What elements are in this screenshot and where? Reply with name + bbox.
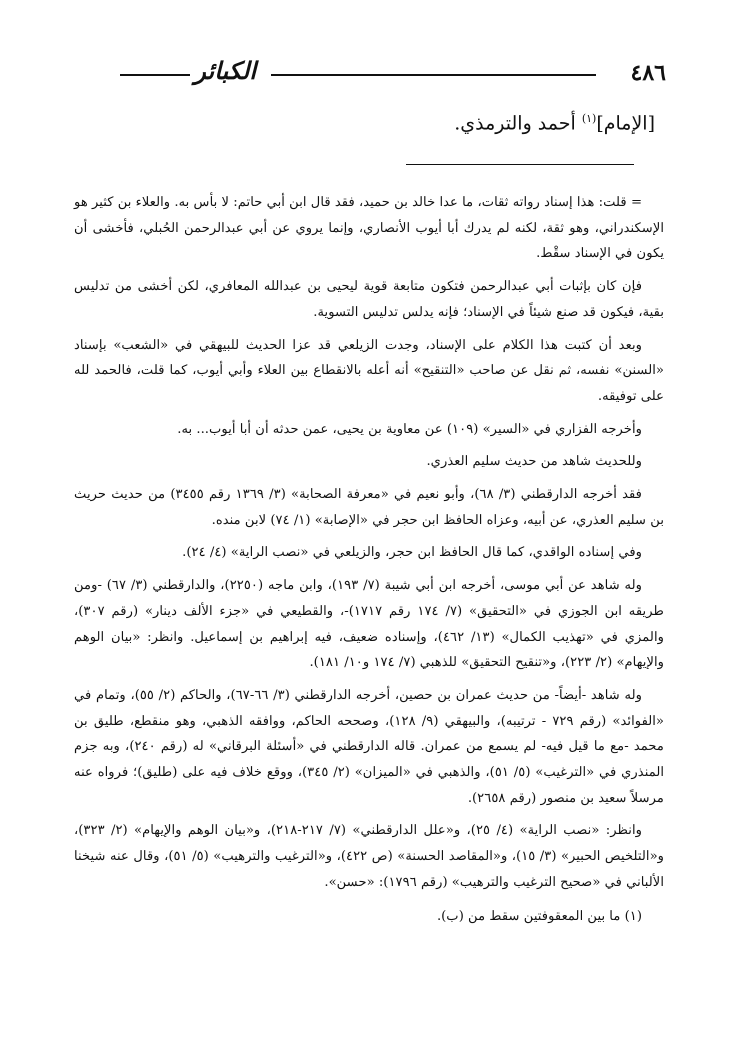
footnotes-section bbox=[74, 190, 664, 936]
header-rule-end bbox=[120, 74, 190, 76]
footnote-separator bbox=[406, 164, 634, 165]
main-text bbox=[95, 112, 655, 134]
footnote-paragraph: فإن كان بإثبات أبي عبدالرحمن فتكون متابعة قوية ليحيى بن عبدالله المعافري، لكن أخشى من تدليس بقية، فيكون قد صنع شيئاً في الإسناد؛ فإنه يدلس تدليس التسوية. bbox=[74, 279, 664, 320]
footnote-paragraph: وفي إسناده الواقدي، كما قال الحافظ ابن حجر، والزيلعي في «نصب الراية» (٤/ ٢٤). bbox=[182, 545, 642, 561]
main-text-line: أحمد والترمذي. bbox=[454, 112, 582, 135]
footnote-paragraph: وبعد أن كتبت هذا الكلام على الإسناد، وجدت الزيلعي قد عزا الحديث للبيهقي في «الشعب» بإسناد «السنن» نفسه، ثم نقل عن صاحب «التنقيح» أنه أعله بالانقطاع بين العلاء وأبي أيوب، كما قلت، فالحمد لله على توفيقه. bbox=[74, 337, 664, 404]
bracketed-word: [الإمام] bbox=[596, 112, 655, 135]
footnote-paragraph: وله شاهد -أيضاً- من حديث عمران بن حصين، أخرجه الدارقطني (٣/ ٦٦-٦٧)، والحاكم (٢/ ٥٥)، وتمام في «الفوائد» (رقم ٧٢٩ - ترتيبه)، والبيهقي (٩/ ١٢٨)، وصححه الحاكم، ووافقه الذهبي، وهو منقطع، طليق بن محمد -مع ما قيل فيه- لم يسمع من عمران. قاله الدارقطني في «أسئلة البرقاني» له (رقم ٢٤٠)، وبه جزم المنذري في «الترغيب» (٥/ ٥١)، والذهبي في «الميزان» (٢/ ٣٤٥)، ووقع خلاف فيه على (طليق)؛ فرواه عنه مرسلاً سعيد بن منصور (رقم ٢٦٥٨). bbox=[74, 687, 665, 806]
footnote-marker: (١) bbox=[624, 908, 642, 924]
footnote-paragraph: فقد أخرجه الدارقطني (٣/ ٦٨)، وأبو نعيم في «معرفة الصحابة» (٣/ ١٣٦٩ رقم ٣٤٥٥) من حديث حريث بن سليم العذري، عن أبيه، وعزاه الحافظ ابن حجر في «الإصابة» (١/ ٧٤) لابن منده. bbox=[74, 487, 664, 528]
footnote-paragraph: وللحديث شاهد من حديث سليم العذري. bbox=[426, 454, 642, 470]
footnote-reference: (١) bbox=[581, 112, 597, 125]
page-header bbox=[74, 56, 666, 92]
page-number: ٤٨٦ bbox=[630, 60, 666, 86]
footnote-paragraph: وله شاهد عن أبي موسى، أخرجه ابن أبي شيبة (٧/ ١٩٣)، وابن ماجه (٢٢٥٠)، والدارقطني (٣/ ٦٧) -ومن طريقه ابن الجوزي في «التحقيق» (٧/ ١٧٤ رقم ١٧١٧)-، والقطيعي في «جزء الألف دينار» (رقم ٣٠٧)، والمزي في «تهذيب الكمال» (١٣/ ٤٦٢)، وإسناده ضعيف، فيه إبراهيم بن إسماعيل. وانظر: «بيان الوهم والإيهام» (٢/ ٢٢٣)، و«تنقيح التحقيق» للذهبي (٧/ ١٧٤ و١٠/ ١٨١). bbox=[74, 578, 664, 671]
footnote-paragraph: = قلت: هذا إسناد رواته ثقات، ما عدا خالد بن حميد، فقد قال ابن أبي حاتم: لا بأس به. والعلاء بن كثير هو الإسكندراني، وهو ثقة، لكنه لم يدرك أبا أيوب الأنصاري، وإنما يروي عن أبي عبدالرحمن الحُبلي، فأخشى أن يكون في الإسناد سقْط. bbox=[74, 195, 664, 262]
running-book-title: الكبائر bbox=[194, 56, 256, 85]
footnote-text: ما بين المعقوفتين سقط من (ب). bbox=[436, 908, 625, 924]
footnote-paragraph: وأخرجه الفزاري في «السير» (١٠٩) عن معاوية بن يحيى، عمن حدثه أن أبا أيوب... به. bbox=[177, 421, 642, 437]
footnote-paragraph: وانظر: «نصب الراية» (٤/ ٢٥)، و«علل الدارقطني» (٧/ ٢١٧-٢١٨)، و«بيان الوهم والإيهام» (٢/ ٣٢٣)، و«التلخيص الحبير» (٣/ ١٥)، و«المقاصد الحسنة» (ص ٤٢٢)، و«الترغيب والترهيب» (٥/ ٥١)، وقال عنه شيخنا الألباني في «صحيح الترغيب والترهيب» (رقم ١٧٩٦): «حسن». bbox=[74, 823, 665, 890]
numbered-footnote bbox=[74, 904, 664, 930]
header-rule bbox=[271, 74, 596, 76]
